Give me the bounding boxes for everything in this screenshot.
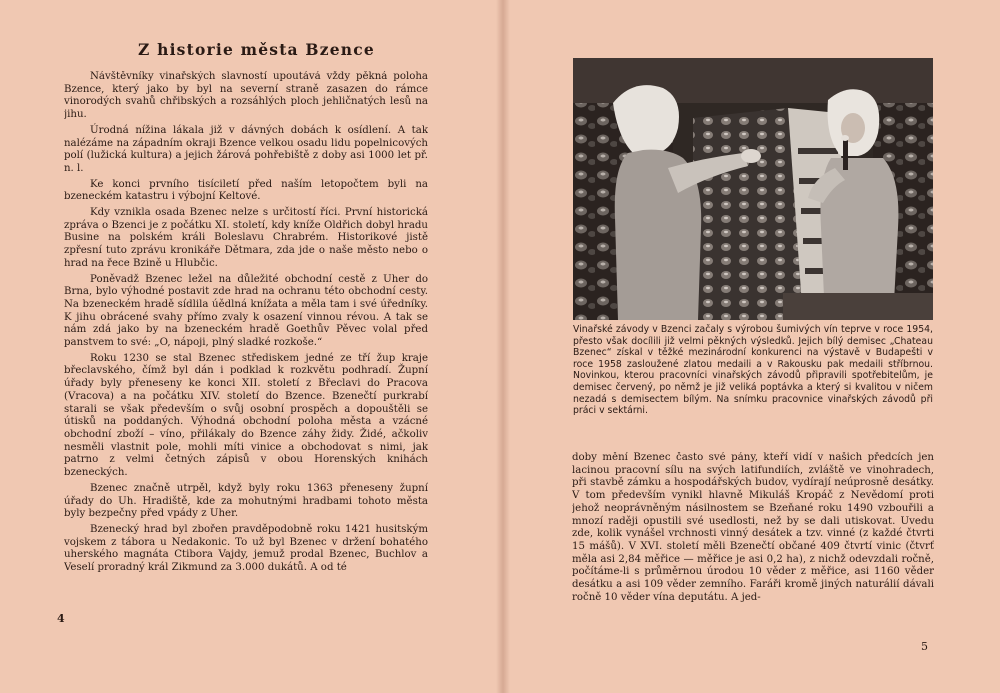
- page-number-right: 5: [921, 640, 928, 653]
- winery-photo: [573, 58, 933, 320]
- page-number-left: 4: [57, 612, 65, 625]
- right-page: [500, 0, 1000, 693]
- paragraph: Bzenec značně utrpěl, když byly roku 1363 přeneseny župní úřady do Uh. Hradiště, kde za mohutnými hradbami tohoto města byly bezpečny před vpády z Uher.: [64, 482, 428, 520]
- article-title: Z historie města Bzence: [138, 40, 375, 59]
- paragraph: Návštěvníky vinařských slavností upoutává vždy pěkná poloha Bzence, který jako by byl na severní straně zasazen do rámce vinorodých svahů chřibských a rozsáhlých ploch jehličnatých lesů na jihu.: [64, 71, 428, 121]
- paragraph: Ke konci prvního tisíciletí před naším letopočtem byli na bzeneckém katastru i výbojní Keltové.: [64, 178, 428, 203]
- winery-photo-illustration: [573, 58, 933, 320]
- left-text-column: [64, 71, 428, 601]
- paragraph: Kdy vznikla osada Bzenec nelze s určitostí říci. První historická zpráva o Bzenci je z počátku XI. století, kdy kníže Oldřich dobyl hradu Busine na polském králi Boleslavu Chrabrém. Historikové jistě zpřesní tuto zprávu kronikáře Dětmara, zda jde o naše město nebo o hrad na řece Bzině u Hlubčic.: [64, 207, 428, 269]
- paragraph: Bzenecký hrad byl zbořen pravděpodobně roku 1421 husitským vojskem z tábora u Nedakonic. To už byl Bzenec v držení bohatého uherského magnáta Ctibora Vajdy, jemuž prodal Bzenec, Buchlov a Veselí proradný král Zikmund za 3.000 dukátů. A od té: [64, 523, 428, 574]
- photo-caption: Vinařské závody v Bzenci začaly s výrobou šumivých vín teprve v roce 1954, přesto však docílili již velmi pěkných výsledků. Jejich bílý demisec „Chateau Bzenec“ získal v těžké mezinárodní konkurenci na výstavě v Budapešti v roce 1958 zasloužené zlatou medaili a v Rakousku pak medaili stříbrnou. Novinkou, kterou pracovníci vinařských závodů připravili spotřebitelům, je demisec červený, po němž je již veliká poptávka a který si kvalitou v ničem nezadá s demisectem bílým. Na snímku pracovnice vinařských závodů při práci v sektárni.: [573, 324, 933, 417]
- paragraph: doby mění Bzenec často své pány, kteří vidí v našich předcích jen lacinou pracovní sílu na svých latifundiích, zvláště ve vinohradech, při stavbě zámku a hospodářských budov, vydírají neúprosně desátky. V tom především vynikl hlavně Mikuláš Kropáč z Nevědomí proti jehož neoprávněným násilnostem se Bzeňané roku 1490 vzbouřili a mnozí raději opustili své usedlosti, než by se dali utiskovat. Uvedu zde, kolik vynášel vrchnosti vinný desátek a tzv. vinné (z každé čtvrti 15 mášů). V XVI. století měli Bzenečtí občané 409 čtvrtí vinic (čtvrť měla asi 2,84 měřice — měřice je asi 0,2 ha), z nichž odevzdali ročně, počítáme-li s průměrnou úrodou 10 věder z měřice, asi 1160 věder desátku a asi 109 věder zemního. Faráři kromě jiných naturálií dávali ročně 10 věder vína deputátu. A jed-: [572, 452, 934, 603]
- paragraph: Roku 1230 se stal Bzenec střediskem jedné ze tří žup kraje břeclavského, čímž byl dán i podklad k rozkvětu podhradí. Župní úřady byly přeneseny ke konci XII. století z Břeclavi do Pracova (Vracova) a na počátku XIV. století do Bzence. Bzenečtí purkrabí starali se však především o svůj osobní prospěch a dopouštěli se útisků na poddaných. Výhodná obchodní poloha města a vzácné obchodní zboží – víno, přilákaly do Bzence záhy židy. Židé, ačkoliv nesměli vlastnit pole, mohli míti vinice a obchodovat s nimi, jak patrno z velmi četných zápisů v obou Horenských knihách bzeneckých.: [64, 352, 428, 479]
- right-text-column: [572, 452, 934, 612]
- paragraph: Poněvadž Bzenec ležel na důležité obchodní cestě z Uher do Brna, bylo výhodné postavit zde hrad na ochranu této obchodní cesty. Na bzeneckém hradě sídlila úědlná knížata a měla tam i své úředníky. K jihu obrácené svahy přímo zvaly k osazení vinnou révou. A tak se nám zdá jako by na bzeneckém hradě Goethův Pěvec volal před panstvem to své: „O, nápoji, plný sladké rozkoše.“: [64, 273, 428, 349]
- paragraph: Úrodná nížina lákala již v dávných dobách k osídlení. A tak nalézáme na západním okraji Bzence velkou osadu lidu popelnicových polí (lužická kultura) a jejich žárová pohřebiště z doby asi 1000 let př. n. l.: [64, 124, 428, 174]
